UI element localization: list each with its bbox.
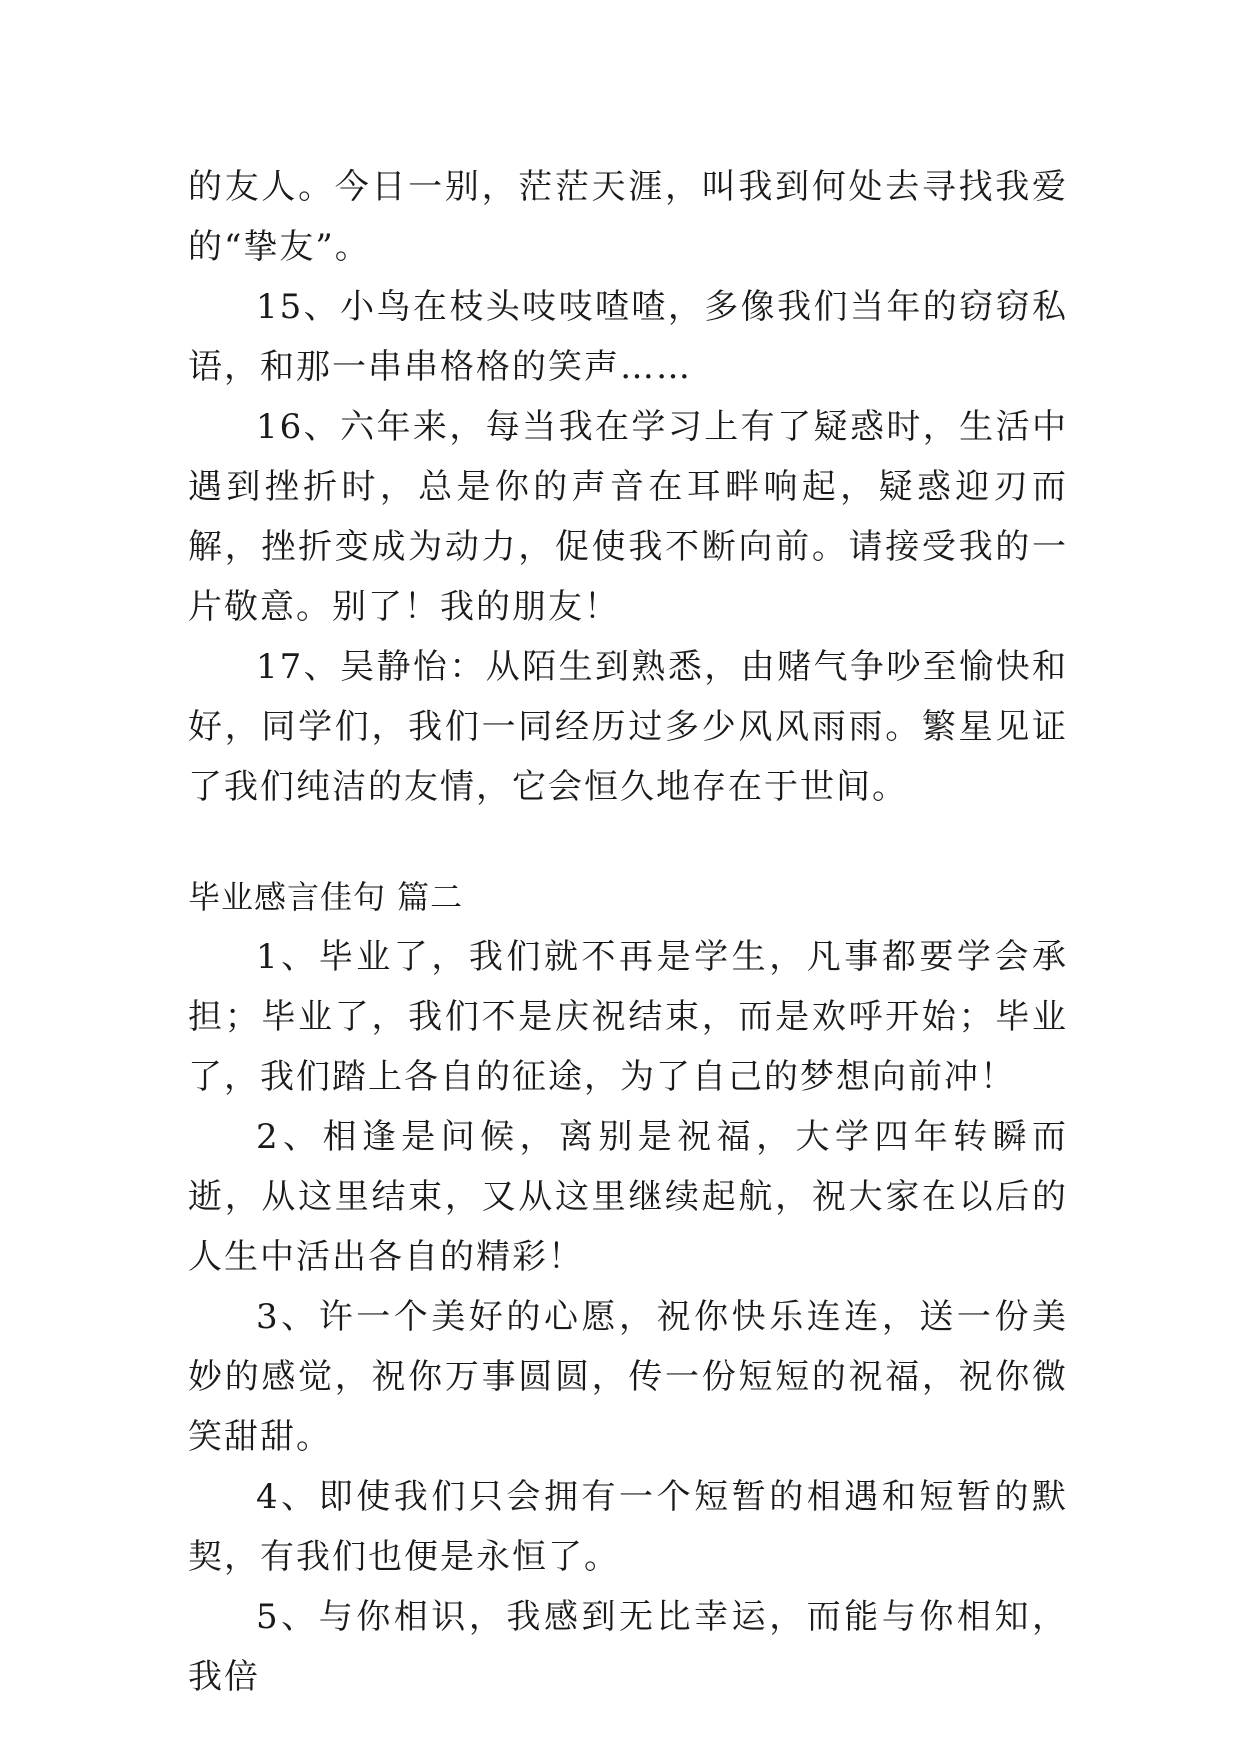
paragraph-item-17: 17、吴静怡：从陌生到熟悉，由赌气争吵至愉快和好，同学们，我们一同经历过多少风风雨雨。繁星见证了我们纯洁的友情，它会恒久地存在于世间。 (188, 647, 1068, 807)
paragraph-item-16: 16、六年来，每当我在学习上有了疑惑时，生活中遇到挫折时，总是你的声音在耳畔响起，疑惑迎刃而解，挫折变成为动力，促使我不断向前。请接受我的一片敬意。别了！我的朋友！ (188, 407, 1068, 627)
paragraph-item-15: 15、小鸟在枝头吱吱喳喳，多像我们当年的窃窃私语，和那一串串格格的笑声…… (188, 287, 1068, 387)
paragraph-item-1: 1、毕业了，我们就不再是学生，凡事都要学会承担；毕业了，我们不是庆祝结束，而是欢呼开始；毕业了，我们踏上各自的征途，为了自己的梦想向前冲！ (188, 937, 1068, 1097)
paragraph-item-2: 2、相逢是问候，离别是祝福，大学四年转瞬而逝，从这里结束，又从这里继续起航，祝大家在以后的人生中活出各自的精彩！ (188, 1117, 1068, 1277)
paragraph-item-4: 4、即使我们只会拥有一个短暂的相遇和短暂的默契，有我们也便是永恒了。 (188, 1477, 1068, 1577)
section-heading: 毕业感言佳句 篇二 (188, 878, 464, 916)
paragraph-continued: 的友人。今日一别，茫茫天涯，叫我到何处去寻找我爱的“挚友”。 (188, 167, 1068, 267)
paragraph-item-5: 5、与你相识，我感到无比幸运，而能与你相知，我倍 (188, 1597, 1068, 1697)
paragraph-item-3: 3、许一个美好的心愿，祝你快乐连连，送一份美妙的感觉，祝你万事圆圆，传一份短短的祝福，祝你微笑甜甜。 (188, 1297, 1068, 1457)
document-body (188, 157, 1068, 1707)
